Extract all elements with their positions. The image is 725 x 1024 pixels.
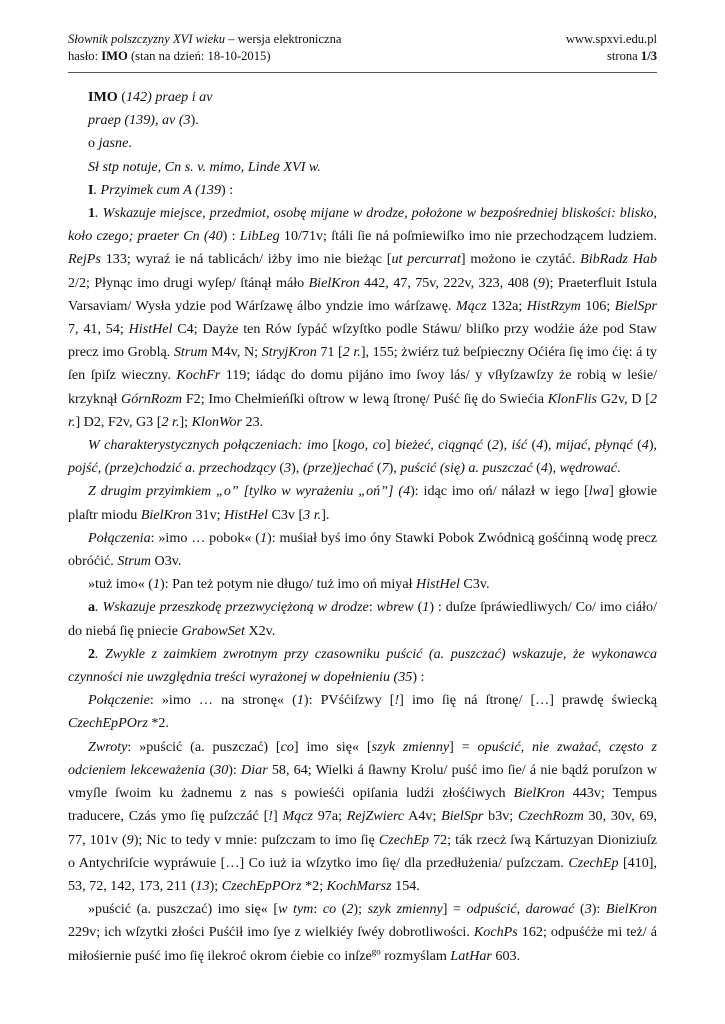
entry-usage-counts: praep (139), av (3).: [88, 112, 199, 129]
dictionary-title: Słownik polszczyzny XVI wieku – wersja elektroniczna: [68, 32, 342, 46]
header-divider: [68, 72, 657, 73]
characteristic-combinations-paragraph: W charakterystycznych połączeniach: imo [kogo, co] bieżeć, ciągnąć (2), iść (4), mijać, płynąć (4), pojść, (prze)chodzić a. przechodzący (3), (prze)jechać (7), puścić (się) a. puszczać (4), wędrować.: [68, 437, 658, 477]
entry-info: hasło: IMO (stan na dzień: 18-10-2015): [68, 49, 271, 63]
phrases-paragraph: Zwroty: »puścić (a. puszczać) [co] imo się« [szyk zmienny] = opuścić, nie zważać, często z odcieniem lekceważenia (30): Diar 58, 64; Wielki á ſławny Krolu/ puść imo ſie/ á nie bądź poruſzon w vmyſle ſwoim ku żadnemu z nas s powieśći opiſania ludźi złośćiwych BielKron 443v; Tempus traducere, Czás ymo ſię puſzczáć [!] Mącz 97a; RejZwierc A4v; BielSpr b3v; CzechRozm 30, 30v, 69, 77, 101v (9); Nic to tedy v mnie: puſzczam to imo ſię CzechEp 72; ták rzecż ſwą Kártuzyan Dioniziuſz o Antychriſcie wypráwuie […] Co iuż ia wſzytko imo ſię/ dla przedłużenia/ puſzczam. CzechEp [410], 53, 72, 142, 173, 211 (13); CzechEpPOrz *2; KochMarsz 154.: [68, 738, 658, 894]
sense-1a-paragraph: a. Wskazuje przeszkodę przezwyciężoną w drodze: wbrew (1) : duſze ſpráwiedliwych/ Co/ imo ciáło/ do niebá ſię pniecie GrabowSet X2v.: [68, 599, 657, 639]
tuz-imo-paragraph: »tuż imo« (1): Pan też potym nie długo/ tuż imo oń miyał HistHel C3v.: [88, 576, 490, 593]
sense-1-paragraph: 1. Wskazuje miejsce, przedmiot, osobę mijane w drodze, położone w bezpośredniej bliskości: blisko, koło czego; praeter Cn (40) : LibLeg 10/71v; ſtáli ſie ná poſmiewiſko imo nie przechodzącem ludziem. RejPs 133; wyraź ie ná tablicách/ iżby imo nie bieżąc [ut percurrat] możono ie czytáć. BibRadz Hab 2/2; Płynąc imo drugi wyſep/ ſtánął máło BielKron 442, 47, 75v, 222v, 323, 408 (9); Praeterfluit Istula Varsaviam/ Wysła ydzie pod Wárſzawę álbo yndzie imo wárſzawę. Mącz 132a; HistRzym 106; BielSpr 7, 41, 54; HistHel C4; Dayże ten Rów ſypáć wſzyſtko podle Stáwu/ bliſko przy wodźie áże pod Staw precz imo Groblą. Strum M4v, N; StryjKron 71 [2 r.], 155; żwiérz tuż beſpieczny Oćiéra ſię imo ćię: á ty ſen ſpiſz wieczny. KochFr 119; iádąc do domu pijáno imo ſwoy lás/ y vſłyſzawſzy że robią w leśie/ krzyknął GórnRozm F2; Imo Chełmieńſki oſtrow w lewą ſtronę/ Puść ſię do Swiećia KlonFlis G2v, D [2 r.] D2, F2v, G3 [2 r.]; KlonWor 23.: [68, 205, 658, 430]
entry-headword: IMO: [101, 49, 128, 63]
second-preposition-paragraph: Z drugim przyimkiem „o” [tylko w wyrażeniu „oń”] (4): idąc imo oń/ nálazł w iego [lwa] głowie plaſtr miodu BielKron 31v; HistHel C3v [3 r.].: [68, 483, 657, 523]
entry-headline: IMO (142) praep i av: [88, 89, 213, 105]
connection-paragraph: Połączenie: »imo … na stronę« (1): PVśćiſzwy [!] imo ſię ná ſtronę/ […] prawdę świecką CzechEpPOrz *2.: [68, 692, 658, 732]
header-row-2: [68, 48, 657, 65]
page-number: strona 1/3: [606, 49, 657, 63]
page-header: [68, 31, 657, 65]
sense-2-paragraph: 2. Zwykle z zaimkiem zwrotnym przy czasowniku puścić (a. puszczać) wskazuje, że wykonawca czynności nie uwzględnia treści wyrażonej w dopełnieniu (35) :: [68, 645, 657, 686]
connections-paragraph: Połączenia: »imo … pobok« (1): muśiał byś imo óny Stawki Pobok Zwódnicą gośćinną wodę precz obróćić. Strum O3v.: [68, 529, 657, 570]
puscic-imo-sie-paragraph: »puścić (a. puszczać) imo się« [w tym: co (2); szyk zmienny] = odpuścić, darować (3): BielKron 229v; ich wſzytki złości Puśćił imo ſye z wielkiéy ſwéy dobrotliwości. KochPs 162; odpuśćże mi też/ á miłośiernie puść imo ſię ilekroć okrom ćiebie co inſze$^{go}$ rozmyślam LatHar 603.: [68, 901, 658, 964]
entry-pronunciation: o jasne.: [88, 135, 132, 152]
header-row-1: [68, 31, 657, 48]
entry-sources-note: Sł stp notuje, Cn s. v. mimo, Linde XVI w.: [88, 158, 321, 175]
site-url: www.spxvi.edu.pl: [565, 32, 657, 46]
section-heading-I: I. Przyimek cum A (139) :: [88, 181, 234, 198]
entry-content: [68, 86, 657, 968]
